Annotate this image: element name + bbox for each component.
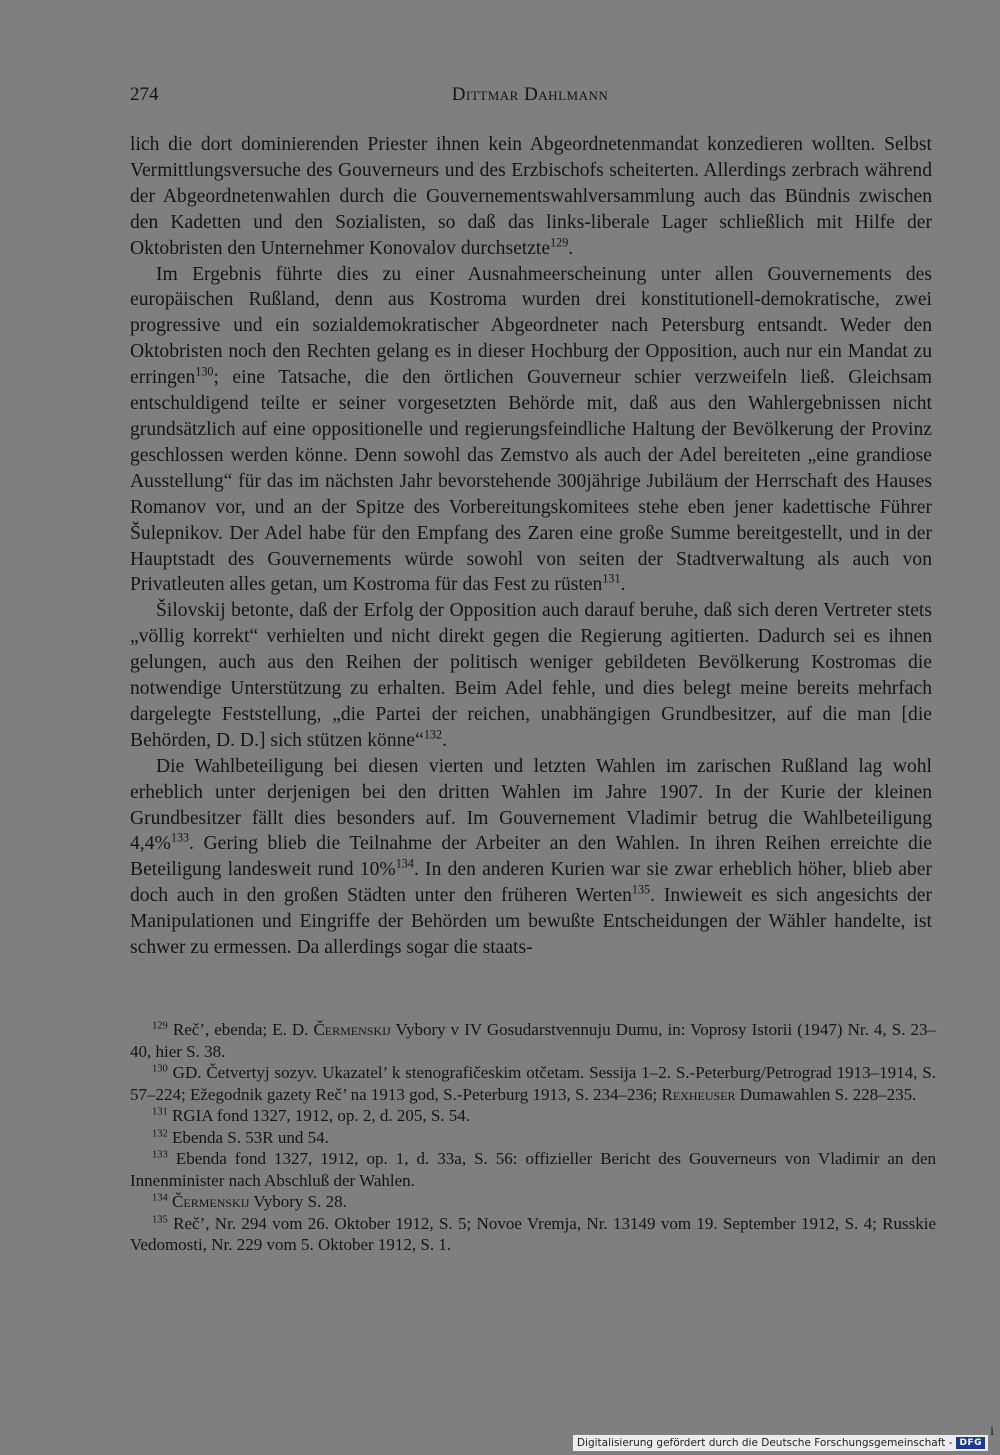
author-name: Čermenskij <box>313 1020 391 1039</box>
footnote <box>130 1191 936 1213</box>
corner-mark: i <box>990 1424 994 1439</box>
footnote-ref: 135 <box>631 882 651 897</box>
page-header <box>130 84 930 110</box>
footnote <box>130 1105 936 1127</box>
funding-note: Digitalisierung gefördert durch die Deutsche Forschungsgemeinschaft - <box>576 1437 953 1449</box>
text-run: . <box>620 574 626 596</box>
text-run: . Inwieweit es sich angesichts der Manipulationen und Eingriffe der Behörden um bewußte Entscheidungen der Wähler handelte, ist schwer zu ermessen. Da allerdings sogar die staats- <box>130 885 932 959</box>
text-run: . Gering blieb die Teilnahme der Arbeiter an den Wahlen. In ihren Reihen erreichte die Beteiligung landesweit rund 10% <box>130 833 932 881</box>
text-run: Ebenda fond 1327, 1912, op. 1, d. 33a, S. 56: offizieller Bericht des Gouverneurs von Vladimir an den Innenminister nach Abschluß der Wahlen. <box>130 1149 936 1190</box>
paragraph <box>130 754 932 961</box>
footnote-number: 130 <box>152 1063 168 1075</box>
text-run: . In den anderen Kurien war sie zwar erheblich höher, blieb aber doch auch in den großen Städten unter den früheren Werten <box>130 859 932 907</box>
footnotes <box>130 1019 936 1256</box>
paragraph <box>130 598 932 753</box>
text-run: Im Ergebnis führte dies zu einer Ausnahmeerscheinung unter allen Gouvernements des europäischen Rußland, denn aus Kostroma wurden drei konstitutionell-demokratische, zwei progressive und ein sozialdemokratischer Abgeordneter nach Petersburg entsandt. Weder den Oktobristen noch den Rechten gelang es in dieser Hochburg der Opposition, auch nur ein Mandat zu erringen <box>130 263 932 389</box>
text-run: . <box>442 729 447 751</box>
page-number: 274 <box>130 84 159 105</box>
text-run: Dumawahlen S. 228–235. <box>735 1084 917 1104</box>
footnote <box>130 1213 936 1256</box>
footnote-number: 133 <box>152 1149 168 1161</box>
footnote-number: 131 <box>152 1106 168 1118</box>
footnote-ref: 134 <box>395 856 414 871</box>
text-run: Šilovskij betonte, daß der Erfolg der Opposition auch darauf beruhe, daß sich deren Vertreter stets „völlig korrekt“ verhielten und nicht direkt gegen die Regierung agitierten. Dadurch sei es ihnen gelungen, auch aus den Reihen der politisch weniger gebildeten Bevölkerung Kostromas die notwendige Unterstützung zu erhalten. Beim Adel fehle, und dies belegt meine bereits mehrfach dargelegte Feststellung, „die Partei der reichen, unabhängigen Grundbesitzer, auf die man [die Behörden, D. D.] sich stützen könne“ <box>130 600 932 751</box>
footnote-ref: 132 <box>423 727 443 742</box>
text-run: Die Wahlbeteiligung bei diesen vierten und letzten Wahlen im zarischen Rußland lag wohl erheblich unter derjenigen bei den dritten Wahlen im Jahre 1907. In der Kurie der kleinen Grundbesitzer fällt dies besonders auf. Im Gouvernement Vladimir betrug die Wahlbeteiligung 4,4% <box>130 755 932 855</box>
footnote-number: 129 <box>152 1020 168 1032</box>
running-head: Dittmar Dahlmann <box>451 84 609 105</box>
text-run: Vybory v IV Gosudarstvennuju Dumu, in: Voprosy Istorii (1947) Nr. 4, S. 23–40, hier S. 38. <box>130 1020 936 1061</box>
text-run: Vybory S. 28. <box>249 1192 347 1211</box>
footnote <box>130 1019 936 1062</box>
footnote-ref: 129 <box>550 235 569 250</box>
author-name: Rexheuser <box>661 1084 736 1104</box>
footnote <box>130 1127 936 1149</box>
text-run: Ebenda S. 53R und 54. <box>172 1127 329 1147</box>
text-run: Reč’, Nr. 294 vom 26. Oktober 1912, S. 5; Novoe Vremja, Nr. 13149 vom 19. September 1912, S. 4; Russkie Vedomosti, Nr. 229 vom 5. Oktober 1912, S. 1. <box>130 1213 937 1254</box>
paragraph <box>130 262 932 599</box>
dfg-logo: DFG <box>956 1437 985 1449</box>
text-run: RGIA fond 1327, 1912, op. 2, d. 205, S. 54. <box>172 1106 471 1125</box>
footnote <box>130 1148 936 1191</box>
footnote-number: 135 <box>152 1213 168 1225</box>
author-name: Čermenskij <box>172 1192 250 1211</box>
footnote <box>130 1062 936 1105</box>
paragraph <box>130 132 932 262</box>
digitization-footer <box>573 1435 988 1451</box>
text-run: lich die dort dominierenden Priester ihnen kein Abgeordnetenmandat konzedieren wollten. Selbst Vermittlungsversuche des Gouverneurs und des Erzbischofs scheiterten. Allerdings zerbrach während der Abgeordnetenwahlen durch die Gouvernementswahlversammlung auch das Bündnis zwischen den Kadetten und den Sozialisten, so daß das links-liberale Lager schließlich mit Hilfe der Oktobristen den Unternehmer Konovalov durchsetzte <box>130 134 932 259</box>
body-text <box>130 132 932 961</box>
text-run: Reč’, ebenda; E. D. <box>172 1020 314 1039</box>
text-run: GD. Četvertyj sozyv. Ukazatel’ k stenografičeskim otčetam. Sessija 1–2. S.-Peterburg/Petrograd 1913–1914, S. 57–224; Ežegodnik gazety Reč’ na 1913 god, S.-Peterburg 1913, S. 234–236; <box>130 1063 937 1104</box>
footnote-number: 134 <box>152 1192 168 1204</box>
text-run: ; eine Tatsache, die den örtlichen Gouverneur schier verzweifeln ließ. Gleichsam entschuldigend teilte er seiner vorgesetzten Behörde mit, daß aus den Wahlergebnissen nicht grundsätzlich auf eine oppositionelle und regierungsfeindliche Haltung der Bevölkerung der Provinz geschlossen werden könne. Denn sowohl das Zemstvo als auch der Adel bereiteten „eine grandiose Ausstellung“ für das im nächsten Jahr bevorstehende 300jährige Jubiläum der Herrschaft des Hauses Romanov vor, und an der Spitze des Vorbereitungskomitees stehe eben jener kadettische Führer Šulepnikov. Der Adel habe für den Empfang des Zaren eine große Summe bereitgestellt, und in der Hauptstadt des Gouvernements würde sowohl von seiten der Stadtverwaltung als auch von Privatleuten alles getan, um Kostroma für das Fest zu rüsten <box>130 367 932 596</box>
footnote-ref: 131 <box>602 571 621 586</box>
footnote-ref: 130 <box>195 364 214 379</box>
footnote-ref: 133 <box>170 830 190 845</box>
footnote-number: 132 <box>152 1127 168 1139</box>
text-run: . <box>568 237 574 259</box>
